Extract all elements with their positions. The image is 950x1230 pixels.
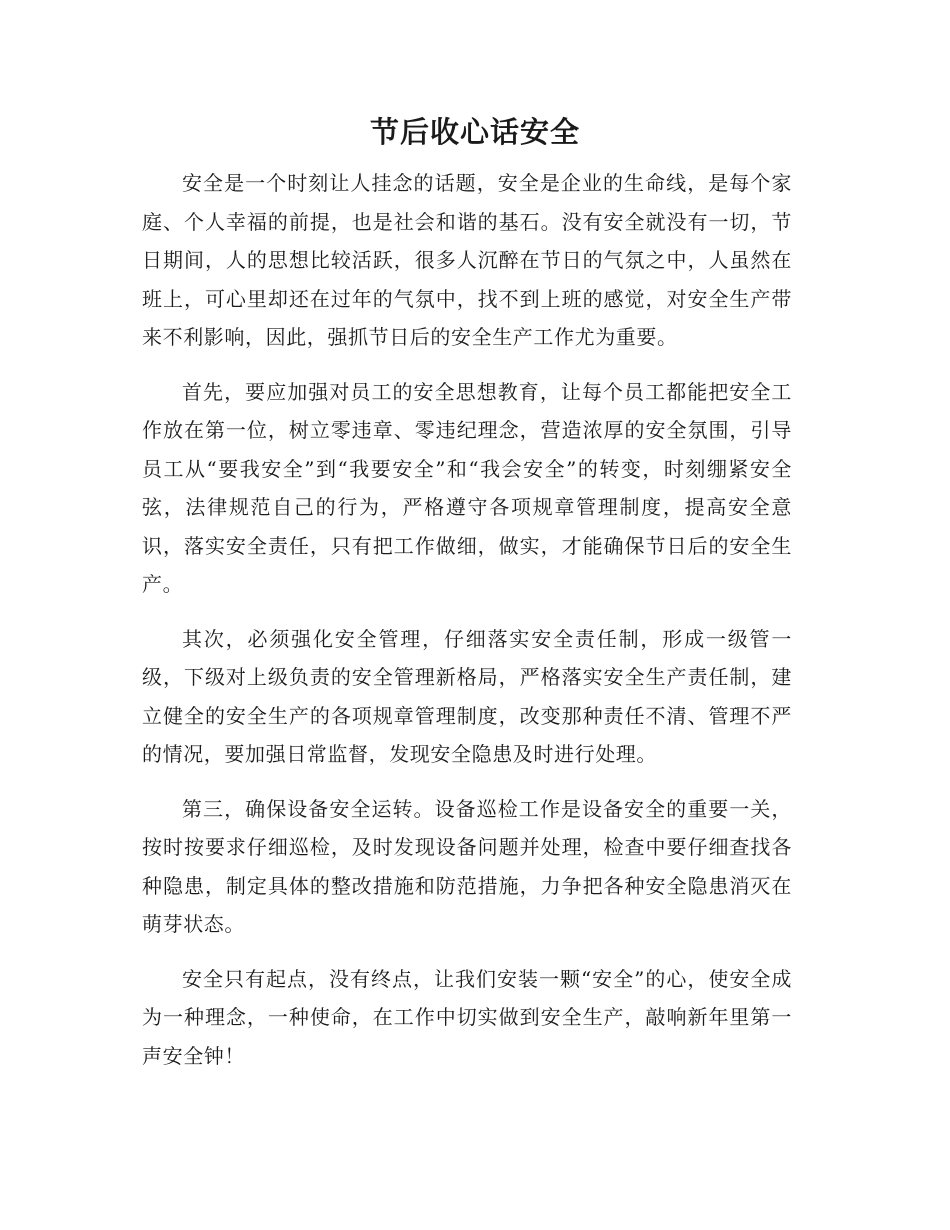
paragraph-conclusion: 安全只有起点，没有终点，让我们安装一颗“安全”的心，使安全成为一种理念，一种使命，在工作中切实做到安全生产，敲响新年里第一声安全钟！	[142, 966, 792, 1068]
paragraph-third: 第三，确保设备安全运转。设备巡检工作是设备安全的重要一关，按时按要求仔细巡检，及时发现设备问题并处理，检查中要仔细查找各种隐患，制定具体的整改措施和防范措施，力争把各种安全隐患消灭在萌芽状态。	[142, 796, 792, 936]
document-body	[142, 164, 792, 1091]
paragraph-intro: 安全是一个时刻让人挂念的话题，安全是企业的生命线，是每个家庭、个人幸福的前提，也是社会和谐的基石。没有安全就没有一切，节日期间，人的思想比较活跃，很多人沉醉在节日的气氛之中，人虽然在班上，可心里却还在过年的气氛中，找不到上班的感觉，对安全生产带来不利影响，因此，强抓节日后的安全生产工作尤为重要。	[142, 171, 792, 349]
paragraph-second: 其次，必须强化安全管理，仔细落实安全责任制，形成一级管一级，下级对上级负责的安全管理新格局，严格落实安全生产责任制，建立健全的安全生产的各项规章管理制度，改变那种责任不清、管理不严的情况，要加强日常监督，发现安全隐患及时进行处理。	[142, 626, 792, 766]
paragraph-first: 首先，要应加强对员工的安全思想教育，让每个员工都能把安全工作放在第一位，树立零违章、零违纪理念，营造浓厚的安全氛围，引导员工从“要我安全”到“我要安全”和“我会安全”的转变，时刻绷紧安全弦，法律规范自己的行为，严格遵守各项规章管理制度，提高安全意识，落实安全责任，只有把工作做细，做实，才能确保节日后的安全生产。	[142, 379, 792, 596]
document-title: 节后收心话安全	[369, 115, 580, 149]
